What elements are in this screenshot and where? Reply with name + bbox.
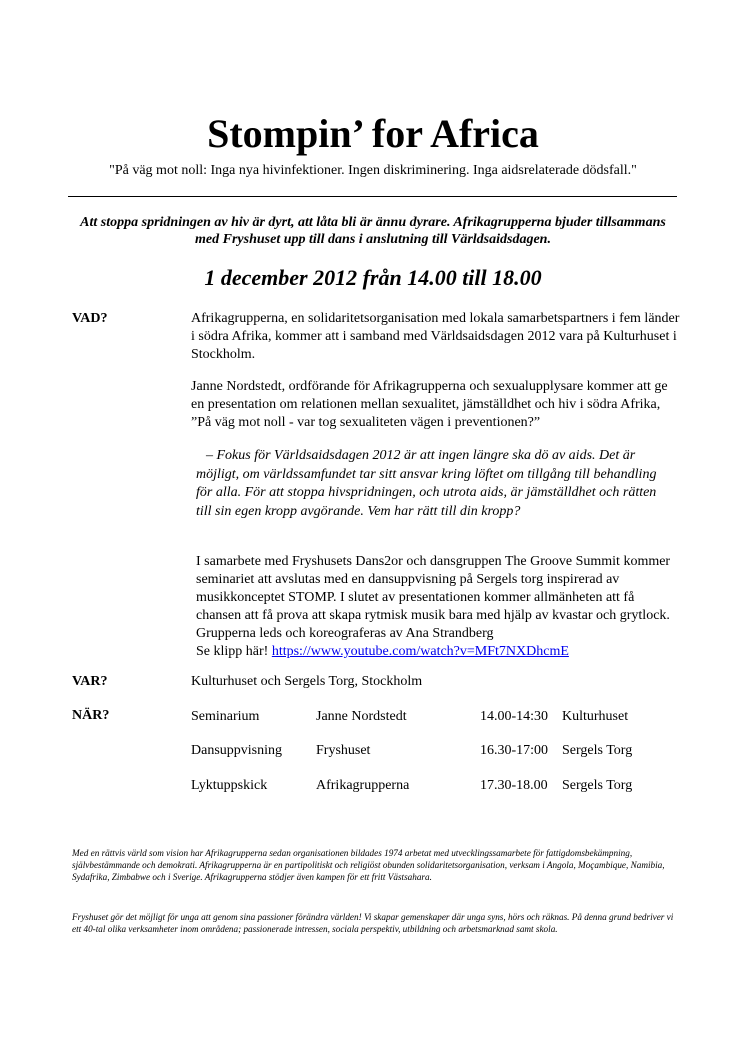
- vad-paragraph-2: Janne Nordstedt, ordförande för Afrikagrupperna och sexualupplysare kommer att ge en presentation om relationen mellan sexualitet, jämställdhet och hiv i södra Afrika, ”På väg mot noll - var tog sexualiteten vägen i preventionen?”: [191, 379, 668, 430]
- vad-label: VAD?: [72, 311, 108, 326]
- title-divider: [68, 196, 677, 197]
- youtube-link[interactable]: https://www.youtube.com/watch?v=MFt7NXDhcmE: [271, 644, 569, 659]
- schedule-time: 16.30-17:00: [480, 743, 549, 758]
- vad-paragraph-1: Afrikagrupperna, en solidaritetsorganisation med lokala samarbetspartners i fem länder i södra Afrika, kommer att i samband med Världsaidsdagen 2012 vara på Kulturhuset i Stockholm.: [191, 311, 680, 362]
- footer-fryshuset: Fryshuset gör det möjligt för unga att genom sina passioner förändra världen! Vi skapar gemenskaper där unga syns, hörs och räknas. På denna grund bedriver vi ett 40-tal olika verksamheter inom områdena; passionerade intressen, sociala perspektiv, utbildning och arbetsmarknad samt skola.: [72, 912, 674, 934]
- schedule-event: Lyktuppskick: [191, 778, 268, 793]
- schedule-place: Sergels Torg: [562, 778, 633, 793]
- schedule-time: 14.00-14:30: [480, 709, 549, 724]
- schedule-place: Sergels Torg: [562, 743, 633, 758]
- footer-afrikagrupperna: Med en rättvis värld som vision har Afrikagrupperna sedan organisationen bildades 1974 arbetat med utvecklingssamarbete för fattigdomsbekämpning, självbestämmande och demokrati. Afrikagrupperna är en partipolitiskt och religiöst obunden solidaritetsorganisation, verksam i Angola, Moçambique, Namibia, Sydafrika, Zimbabwe och i Sverige. Afrikagrupperna stödjer även kampen för ett fritt Västsahara.: [72, 848, 665, 882]
- page-title: Stompin’ for Africa: [207, 111, 539, 156]
- var-label: VAR?: [72, 674, 108, 689]
- schedule-event: Seminarium: [191, 709, 260, 724]
- vad-paragraph-4: [196, 553, 676, 661]
- quote-text: – Fokus för Världsaidsdagen 2012 är att ingen längre ska dö av aids. Det är möjligt, om världssamfundet tar sitt ansvar kring löftet om tillgång till behandling för alla. För att stoppa hivspridningen, och utrota aids, är jämställdhet och rätten till sin egen kropp avgörande. Vem har rätt till din kropp?: [196, 448, 657, 519]
- intro-text: Att stoppa spridningen av hiv är dyrt, att låta bli är ännu dyrare. Afrikagrupperna bjuder tillsammans med Fryshuset upp till dans i anslutning till Världsaidsdagen.: [80, 215, 666, 247]
- schedule-time: 17.30-18.00: [480, 778, 548, 793]
- event-date: 1 december 2012 från 14.00 till 18.00: [204, 265, 542, 290]
- nar-label: NÄR?: [72, 708, 110, 723]
- var-value: Kulturhuset och Sergels Torg, Stockholm: [191, 674, 423, 689]
- schedule-place: Kulturhuset: [562, 709, 629, 724]
- vad-paragraph-4-text: I samarbete med Fryshusets Dans2or och dansgruppen The Groove Summit kommer seminariet att avslutas med en dansuppvisning på Sergels torg inspirerad av musikkonceptet STOMP. I slutet av presentationen kommer allmänheten att få chansen att få prova att skapa rytmisk musik bara med hjälp av kvastar och grytlock. Grupperna leds och koreograferas av Ana Strandberg: [196, 554, 671, 641]
- schedule-event: Dansuppvisning: [191, 743, 282, 758]
- schedule-who: Janne Nordstedt: [316, 709, 407, 724]
- vad-quote: [196, 447, 674, 521]
- schedule-who: Afrikagrupperna: [316, 778, 410, 793]
- page-subtitle: "På väg mot noll: Inga nya hivinfektioner. Ingen diskriminering. Inga aidsrelaterade dödsfall.": [109, 163, 637, 178]
- schedule-who: Fryshuset: [316, 743, 371, 758]
- clip-prefix: Se klipp här!: [196, 644, 272, 659]
